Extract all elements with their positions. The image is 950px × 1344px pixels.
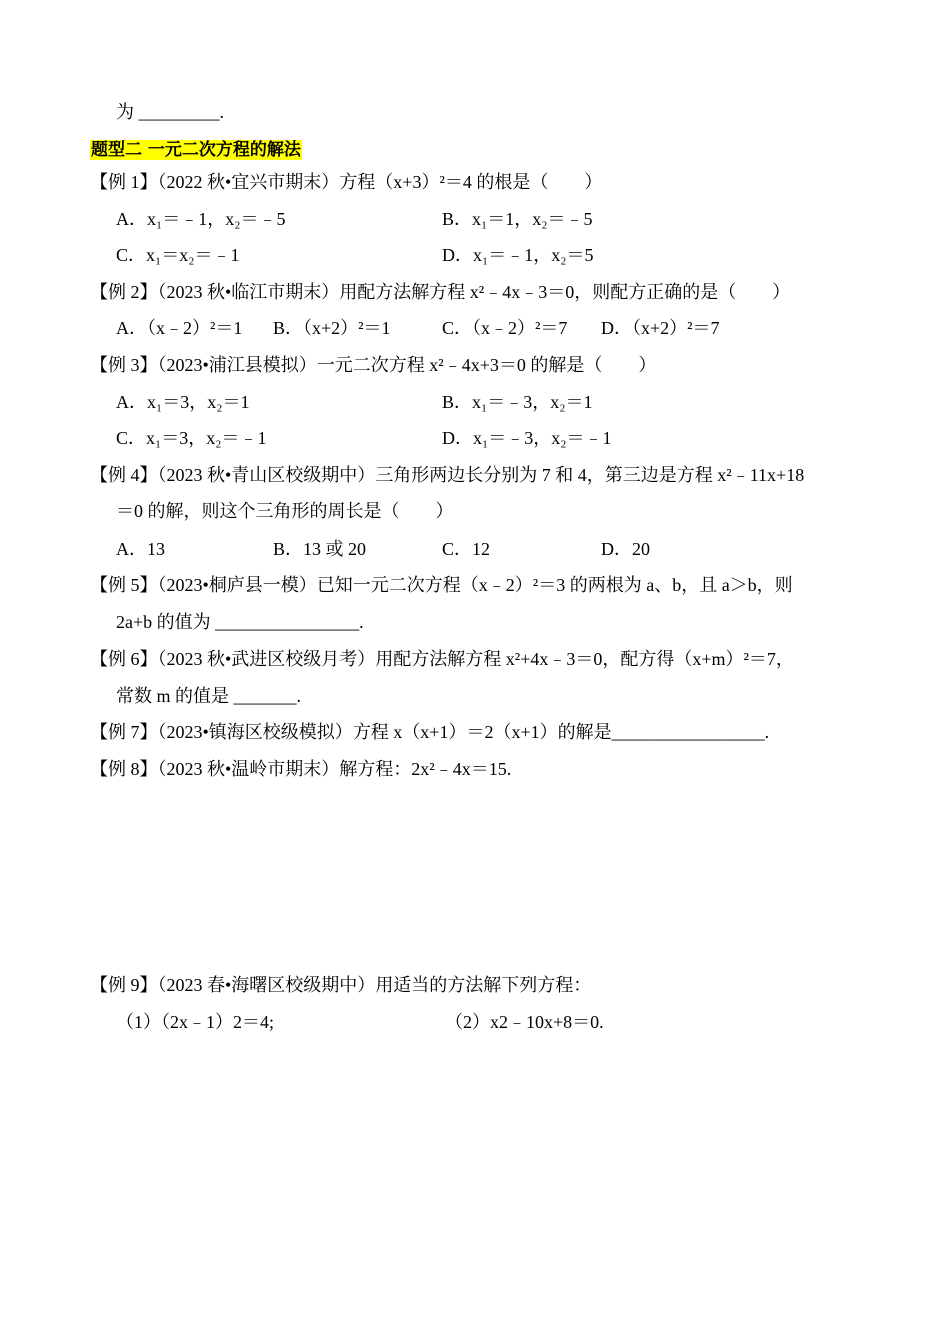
- example-6-continuation[interactable]: 常数 m 的值是 _______.: [116, 686, 302, 706]
- example-1: [90, 170, 602, 194]
- example-source: （2023 秋•临江市期末）: [157, 282, 340, 302]
- example-source: （2023•浦江县模拟）: [157, 355, 317, 375]
- heading-text: 题型二 一元二次方程的解法: [91, 140, 301, 160]
- example-text[interactable]: 方程 x（x+1）＝2（x+1）的解是_________________.: [352, 722, 770, 742]
- sub-question-2: （2）x2﹣10x+8＝0.: [445, 1012, 604, 1032]
- option-d[interactable]: D．20: [601, 539, 650, 559]
- example-source: （2023•镇海区校级模拟）: [157, 722, 353, 742]
- option-d[interactable]: D．（x+2）²＝7: [601, 318, 720, 338]
- sub-question-1: （1）（2x﹣1）2＝4;: [116, 1012, 275, 1032]
- example-text: 三角形两边长分别为 7 和 4，第三边是方程 x²﹣11x+18: [375, 465, 805, 485]
- option-a[interactable]: A．x₁＝3，x₂＝1: [116, 392, 250, 412]
- example-6: [90, 647, 794, 671]
- example-7: [90, 720, 769, 744]
- option-a[interactable]: A．13: [116, 539, 165, 559]
- option-c[interactable]: C．x₁＝x₂＝﹣1: [116, 245, 240, 265]
- option-b[interactable]: B．13 或 20: [273, 539, 367, 559]
- example-tag: 【例 5】: [90, 575, 158, 595]
- option-c[interactable]: C．x₁＝3，x₂＝﹣1: [116, 428, 267, 448]
- example-4: [90, 463, 804, 487]
- example-text: 用适当的方法解下列方程：: [375, 975, 592, 995]
- example-3: [90, 353, 656, 377]
- option-b[interactable]: B．（x+2）²＝1: [273, 318, 391, 338]
- example-9: [90, 973, 591, 997]
- example-tag: 【例 8】: [90, 759, 158, 779]
- example-tag: 【例 4】: [90, 465, 158, 485]
- example-tag: 【例 9】: [90, 975, 158, 995]
- section-heading: [90, 137, 302, 162]
- option-b[interactable]: B．x₁＝﹣3，x₂＝1: [442, 392, 593, 412]
- example-source: （2023•桐庐县一模）: [157, 575, 317, 595]
- example-source: （2022 秋•宜兴市期末）: [157, 172, 340, 192]
- example-text: 方程（x+3）²＝4 的根是（ ）: [339, 172, 603, 192]
- option-d[interactable]: D．x₁＝﹣3，x₂＝﹣1: [442, 428, 612, 448]
- option-c[interactable]: C．（x﹣2）²＝7: [442, 318, 568, 338]
- option-d[interactable]: D．x₁＝﹣1，x₂＝5: [442, 245, 594, 265]
- example-text: 一元二次方程 x²﹣4x+3＝0 的解是（ ）: [316, 355, 657, 375]
- example-5-continuation[interactable]: 2a+b 的值为 ________________.: [116, 612, 364, 632]
- example-tag: 【例 1】: [90, 172, 158, 192]
- example-text: 用配方法解方程 x²+4x﹣3＝0，配方得（x+m）²＝7，: [375, 649, 794, 669]
- option-c[interactable]: C．12: [442, 539, 491, 559]
- option-a[interactable]: A．x₁＝﹣1，x₂＝﹣5: [116, 209, 286, 229]
- example-source: （2023 春•海曙区校级期中）: [157, 975, 376, 995]
- example-tag: 【例 7】: [90, 722, 158, 742]
- example-tag: 【例 3】: [90, 355, 158, 375]
- example-text: 已知一元二次方程（x﹣2）²＝3 的两根为 a、b，且 a＞b，则: [316, 575, 793, 595]
- example-5: [90, 573, 793, 597]
- example-4-continuation: ＝0 的解，则这个三角形的周长是（ ）: [116, 501, 454, 521]
- example-source: （2023 秋•温岭市期末）: [157, 759, 340, 779]
- example-source: （2023 秋•青山区校级期中）: [157, 465, 376, 485]
- example-2: [90, 280, 790, 304]
- example-8: [90, 757, 511, 781]
- option-a[interactable]: A．（x﹣2）²＝1: [116, 318, 243, 338]
- example-source: （2023 秋•武进区校级月考）: [157, 649, 376, 669]
- example-text: 解方程：2x²﹣4x＝15.: [339, 759, 512, 779]
- example-tag: 【例 2】: [90, 282, 158, 302]
- example-text: 用配方法解方程 x²﹣4x﹣3＝0，则配方正确的是（ ）: [339, 282, 791, 302]
- example-tag: 【例 6】: [90, 649, 158, 669]
- option-b[interactable]: B．x₁＝1，x₂＝﹣5: [442, 209, 593, 229]
- intro-line: 为 _________.: [116, 102, 224, 122]
